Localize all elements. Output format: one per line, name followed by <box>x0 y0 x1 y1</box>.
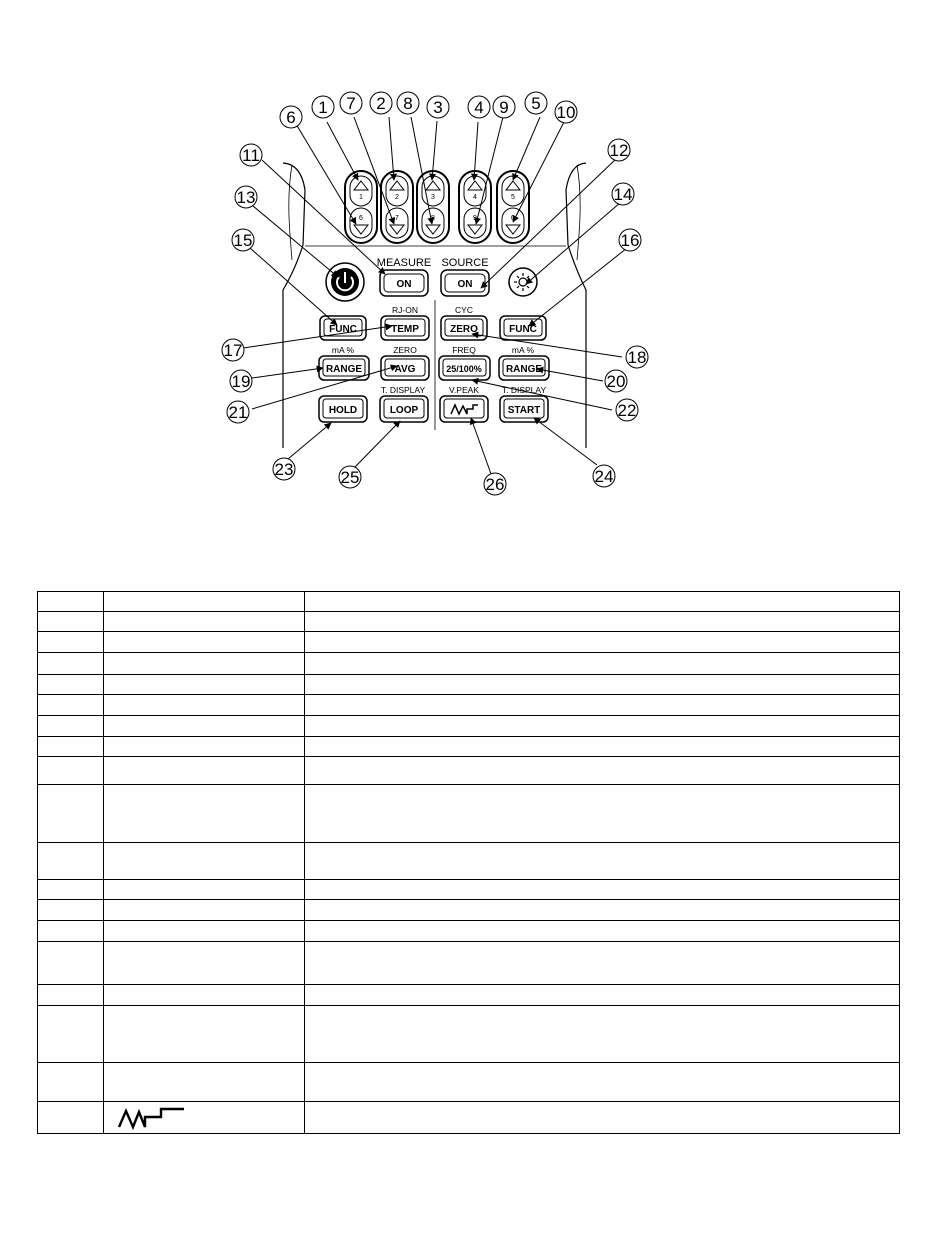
table-cell <box>104 592 305 612</box>
callout-26 <box>484 473 506 495</box>
callout-number: 25 <box>340 468 360 487</box>
callout-number: 16 <box>620 231 640 250</box>
cyc-label: CYC <box>455 305 473 315</box>
ramp-step-icon <box>104 1103 305 1133</box>
table-row <box>38 675 900 695</box>
callout-number: 24 <box>594 467 614 486</box>
table-cell <box>305 632 900 653</box>
loop-key[interactable] <box>380 396 428 422</box>
arrow-digit-down: 9 <box>473 215 477 222</box>
table-cell <box>38 716 104 737</box>
callout-9 <box>493 96 515 118</box>
callout-12 <box>608 139 630 161</box>
func-key-right[interactable] <box>500 316 546 340</box>
func-key-left[interactable] <box>320 316 366 340</box>
callout-number: 12 <box>609 141 629 160</box>
table-row <box>38 785 900 843</box>
callout-number: 13 <box>236 188 256 207</box>
table-cell <box>38 1006 104 1063</box>
arrow-digit-down: 8 <box>431 215 435 222</box>
table-cell <box>38 1063 104 1102</box>
zero-label: ZERO <box>450 324 478 335</box>
t-display-label-right: T. DISPLAY <box>501 385 547 395</box>
table-row <box>38 1006 900 1063</box>
callout-number: 9 <box>499 98 509 117</box>
table-cell <box>38 632 104 653</box>
key-description-table <box>37 591 900 1134</box>
table-cell <box>104 880 305 900</box>
func-left-label: FUNC <box>329 324 357 335</box>
zero-key[interactable] <box>441 316 487 340</box>
arrow-digit-down: 7 <box>395 215 399 222</box>
arrow-key-pair-1-6[interactable] <box>345 171 377 243</box>
table-row <box>38 632 900 653</box>
arrow-digit-down: 0 <box>511 215 515 222</box>
table-cell <box>104 695 305 716</box>
table-cell <box>305 921 900 942</box>
callout-13 <box>235 186 257 208</box>
table-cell <box>305 1006 900 1063</box>
table-row <box>38 695 900 716</box>
callout-14 <box>612 183 634 205</box>
avg-key[interactable] <box>381 356 429 380</box>
table-cell <box>305 843 900 880</box>
table-cell <box>104 900 305 921</box>
arrow-digit-up: 1 <box>359 194 363 201</box>
table-cell <box>305 695 900 716</box>
callout-number: 19 <box>231 372 251 391</box>
func-right-label: FUNC <box>509 324 537 335</box>
callout-number: 10 <box>556 103 576 122</box>
arrow-digit-up: 4 <box>473 194 477 201</box>
callout-24 <box>593 465 615 487</box>
callout-21 <box>227 401 249 423</box>
ma-pct-label-right: mA % <box>511 345 535 355</box>
callout-7 <box>340 92 362 114</box>
table-row <box>38 880 900 900</box>
table-cell <box>104 1006 305 1063</box>
table-cell <box>305 985 900 1006</box>
table-row <box>38 1063 900 1102</box>
backlight-button[interactable] <box>509 268 537 296</box>
temp-key[interactable] <box>381 316 429 340</box>
callout-15 <box>232 229 254 251</box>
table-cell <box>104 675 305 695</box>
callout-16 <box>619 229 641 251</box>
avg-label: AVG <box>394 364 416 375</box>
table-cell <box>104 612 305 632</box>
table-cell <box>104 653 305 675</box>
callout-number: 15 <box>233 231 253 250</box>
table-row <box>38 612 900 632</box>
table-cell <box>104 785 305 843</box>
table-cell <box>38 880 104 900</box>
table-cell <box>305 675 900 695</box>
table-cell <box>104 942 305 985</box>
v-peak-label: V.PEAK <box>449 385 479 395</box>
callout-number: 2 <box>376 94 386 113</box>
table-cell <box>104 921 305 942</box>
table-cell <box>38 757 104 785</box>
table-row <box>38 942 900 985</box>
callout-25 <box>339 466 361 488</box>
power-button[interactable] <box>326 263 364 301</box>
arrow-digit-down: 6 <box>359 215 363 222</box>
measure-on-label: ON <box>396 279 412 290</box>
table-row <box>38 985 900 1006</box>
callout-number: 14 <box>613 185 633 204</box>
table-cell <box>104 737 305 757</box>
callout-number: 20 <box>606 372 626 391</box>
table-cell <box>305 592 900 612</box>
table-cell <box>305 757 900 785</box>
table-row <box>38 716 900 737</box>
callout-1 <box>312 96 334 118</box>
callout-number: 5 <box>531 94 541 113</box>
table-cell <box>104 716 305 737</box>
table-cell <box>305 1102 900 1134</box>
zero-small-label: ZERO <box>393 345 417 355</box>
callout-number: 1 <box>318 98 328 117</box>
table-row <box>38 1102 900 1134</box>
hold-key[interactable] <box>319 396 367 422</box>
table-cell <box>38 1102 104 1134</box>
arrow-key-pair-3-8[interactable] <box>417 171 449 243</box>
table-cell <box>104 757 305 785</box>
callout-19 <box>230 370 252 392</box>
callout-number: 26 <box>485 475 505 494</box>
ramp-step-key[interactable] <box>440 396 488 422</box>
table-cell <box>104 985 305 1006</box>
range-key-right[interactable] <box>499 356 549 380</box>
table-cell <box>38 921 104 942</box>
table-row <box>38 843 900 880</box>
percent-label: 25/100% <box>446 364 482 374</box>
table-cell <box>38 843 104 880</box>
percent-key[interactable] <box>439 356 490 380</box>
table-cell <box>38 653 104 675</box>
callout-2 <box>370 92 392 114</box>
table-row <box>38 592 900 612</box>
callout-number: 17 <box>223 341 243 360</box>
table-cell <box>305 737 900 757</box>
callout-number: 8 <box>403 94 413 113</box>
callout-number: 21 <box>228 403 248 422</box>
callout-22 <box>616 399 638 421</box>
arrow-digit-up: 5 <box>511 194 515 201</box>
callout-number: 18 <box>627 348 647 367</box>
callout-11 <box>240 144 262 166</box>
callout-8 <box>397 92 419 114</box>
arrow-key-pair-2-7[interactable] <box>381 171 413 243</box>
table-cell <box>38 942 104 985</box>
callout-circles <box>222 92 648 495</box>
table-cell <box>104 1063 305 1102</box>
callout-6 <box>280 106 302 128</box>
callout-10 <box>555 101 577 123</box>
source-label: SOURCE <box>441 257 489 269</box>
table-row <box>38 757 900 785</box>
callout-number: 23 <box>274 460 294 479</box>
table-cell <box>38 737 104 757</box>
arrow-key-pair-5-0[interactable] <box>497 171 529 243</box>
callout-18 <box>626 346 648 368</box>
measure-label: MEASURE <box>376 257 432 269</box>
table-row <box>38 737 900 757</box>
t-display-label-left: T. DISPLAY <box>380 385 426 395</box>
table-cell <box>38 612 104 632</box>
table-cell <box>104 632 305 653</box>
table-cell <box>305 716 900 737</box>
callout-number: 4 <box>474 98 484 117</box>
table-row <box>38 653 900 675</box>
table-cell <box>305 785 900 843</box>
table-cell <box>38 900 104 921</box>
ma-pct-label-left: mA % <box>331 345 355 355</box>
table-cell <box>104 1102 305 1134</box>
callout-20 <box>605 370 627 392</box>
table-cell <box>38 592 104 612</box>
range-left-label: RANGE <box>325 364 363 375</box>
arrow-digit-up: 2 <box>395 194 399 201</box>
callout-17 <box>222 339 244 361</box>
callout-3 <box>427 96 449 118</box>
source-on-key[interactable] <box>441 270 489 296</box>
keypad-diagram <box>0 0 950 580</box>
loop-label: LOOP <box>389 405 419 416</box>
table-row <box>38 921 900 942</box>
start-key[interactable] <box>500 396 548 422</box>
source-on-label: ON <box>457 279 473 290</box>
freq-label: FREQ <box>452 345 476 355</box>
table-cell <box>38 695 104 716</box>
table-cell <box>305 612 900 632</box>
table-cell <box>38 985 104 1006</box>
table-cell <box>38 785 104 843</box>
callout-number: 7 <box>346 94 356 113</box>
callout-23 <box>273 458 295 480</box>
temp-label: TEMP <box>391 324 419 335</box>
callout-number: 6 <box>286 108 296 127</box>
table-cell <box>104 843 305 880</box>
range-right-label: RANGE <box>505 364 543 375</box>
callout-number: 3 <box>433 98 443 117</box>
callout-number: 11 <box>242 146 260 165</box>
table-cell <box>305 1063 900 1102</box>
hold-label: HOLD <box>328 405 358 416</box>
table-cell <box>38 675 104 695</box>
table-row <box>38 900 900 921</box>
callout-4 <box>468 96 490 118</box>
table-cell <box>305 653 900 675</box>
start-label: START <box>507 405 541 416</box>
arrow-digit-up: 3 <box>431 194 435 201</box>
table-cell <box>305 880 900 900</box>
measure-on-key[interactable] <box>380 270 428 296</box>
table-cell <box>305 942 900 985</box>
rj-on-label: RJ-ON <box>392 305 418 315</box>
callout-5 <box>525 92 547 114</box>
callout-number: 22 <box>617 401 637 420</box>
table-cell <box>305 900 900 921</box>
